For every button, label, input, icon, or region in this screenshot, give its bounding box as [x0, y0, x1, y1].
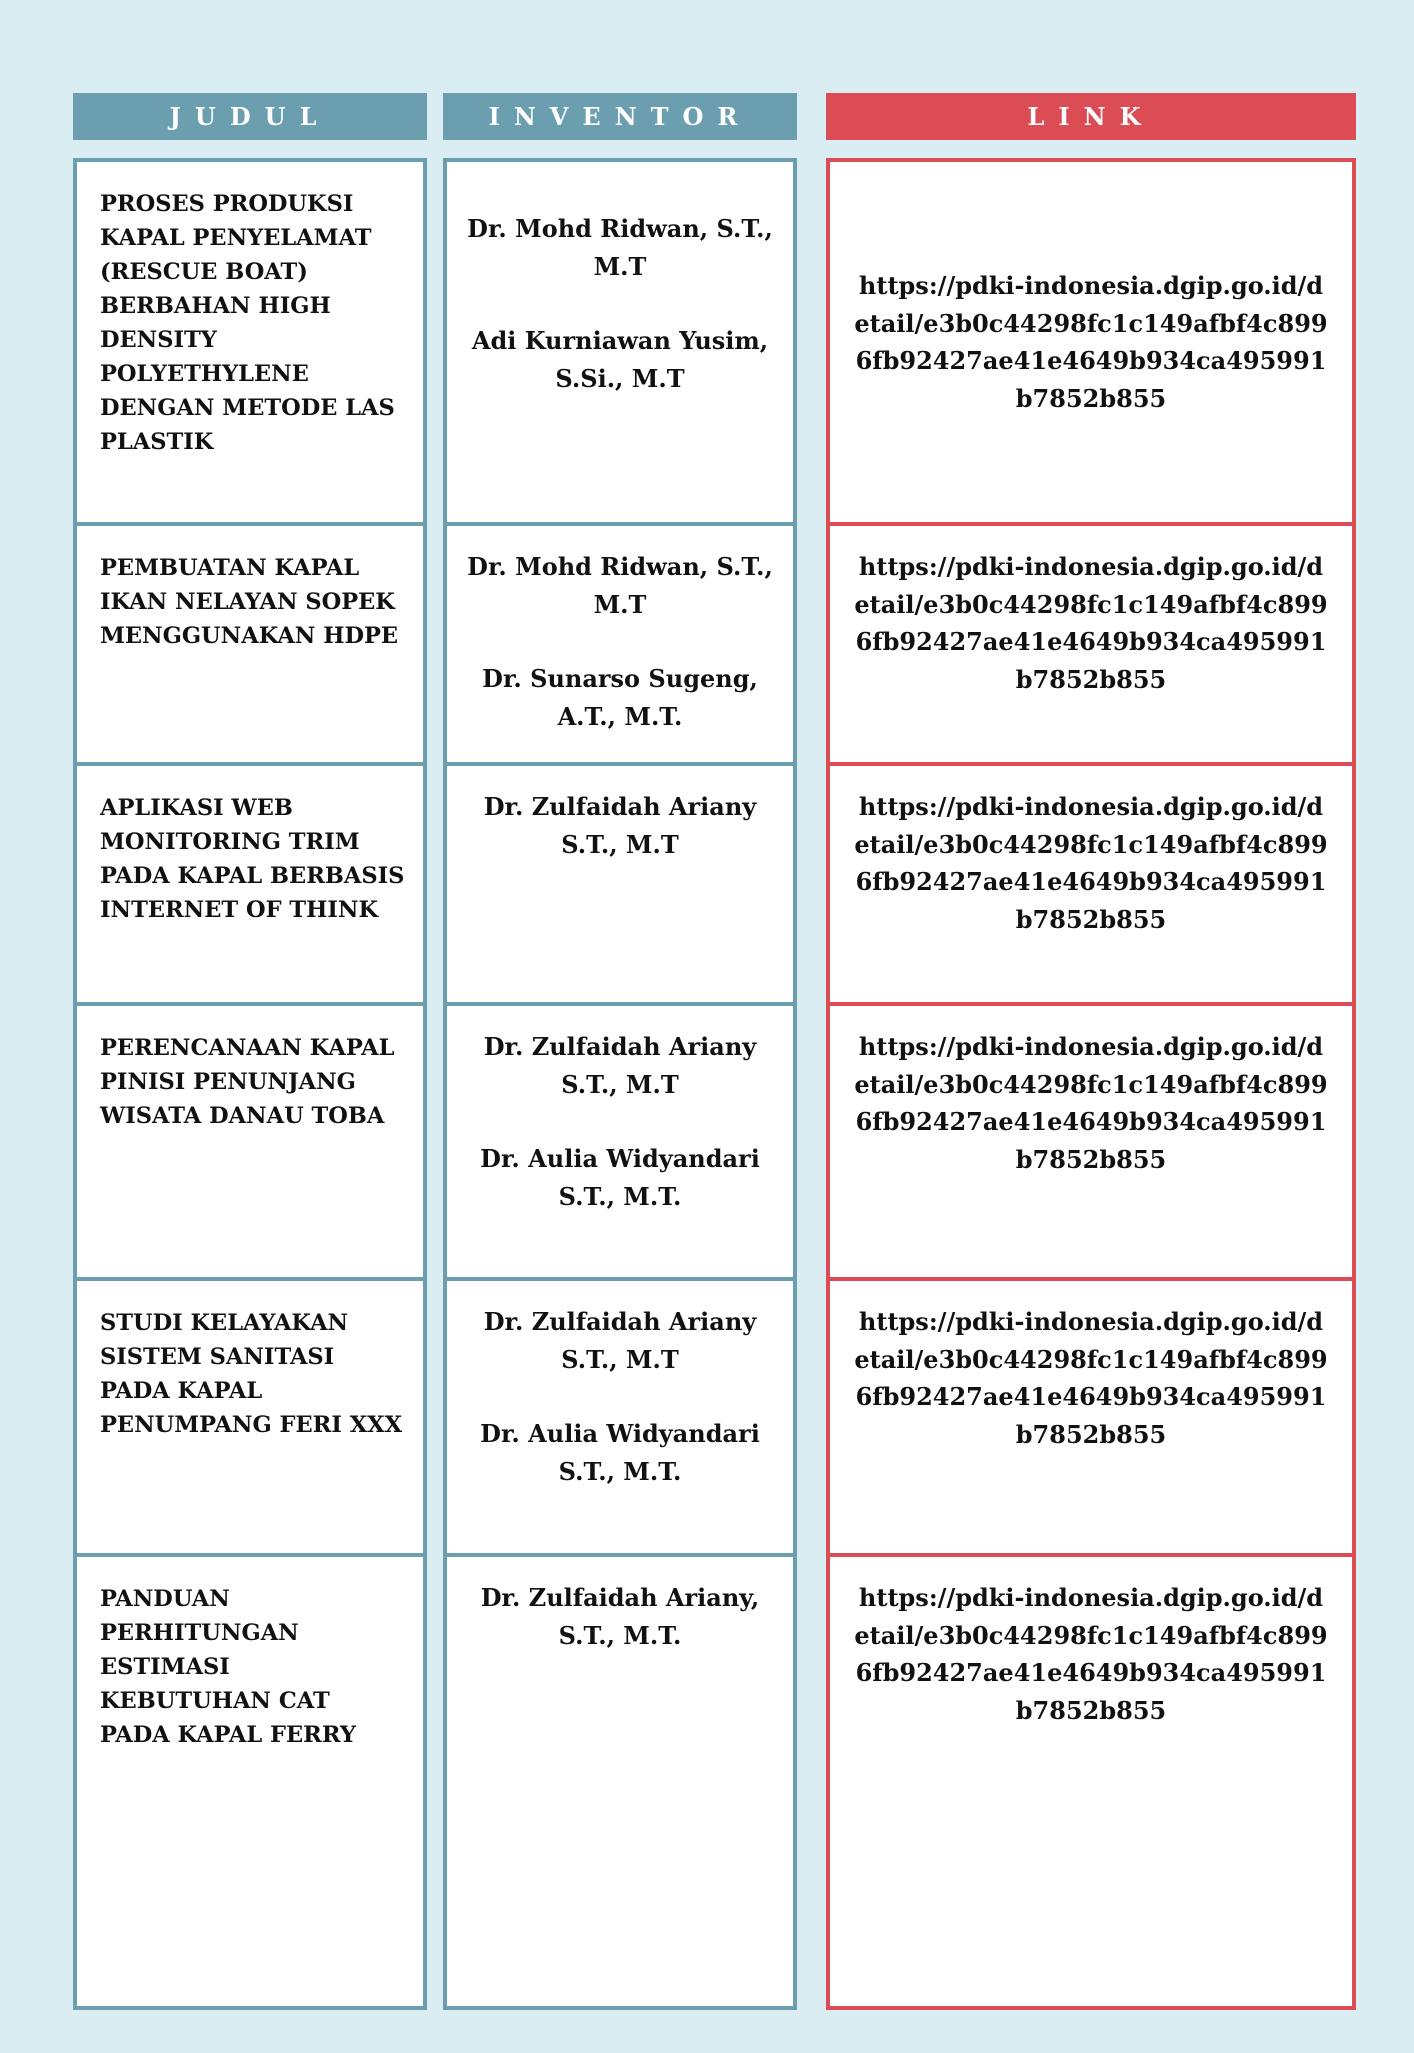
- patent-link[interactable]: https://pdki-indonesia.dgip.go.id/detail/e3b0c44298fc1c149afbf4c8996fb92427ae41e4649b934ca495991b7852b855: [830, 1002, 1352, 1277]
- inventor-name: Dr. Sunarso Sugeng, A.T., M.T.: [482, 664, 758, 731]
- patent-link[interactable]: https://pdki-indonesia.dgip.go.id/detail/e3b0c44298fc1c149afbf4c8996fb92427ae41e4649b934ca495991b7852b855: [830, 522, 1352, 762]
- header-judul: JUDUL: [73, 93, 427, 140]
- patent-link[interactable]: https://pdki-indonesia.dgip.go.id/detail/e3b0c44298fc1c149afbf4c8996fb92427ae41e4649b934ca495991b7852b855: [854, 271, 1328, 413]
- patent-link[interactable]: https://pdki-indonesia.dgip.go.id/detail/e3b0c44298fc1c149afbf4c8996fb92427ae41e4649b934ca495991b7852b855: [830, 762, 1352, 1002]
- header-link: LINK: [826, 93, 1356, 140]
- inventor-cell: [447, 522, 793, 762]
- patent-link[interactable]: https://pdki-indonesia.dgip.go.id/detail/e3b0c44298fc1c149afbf4c8996fb92427ae41e4649b934ca495991b7852b855: [830, 1553, 1352, 2053]
- judul-cell: PEMBUATAN KAPAL IKAN NELAYAN SOPEK MENGGUNAKAN HDPE: [77, 522, 423, 762]
- judul-cell: PERENCANAAN KAPAL PINISI PENUNJANG WISATA DANAU TOBA: [77, 1002, 423, 1277]
- inventor-column: [443, 158, 797, 2010]
- link-column: [826, 158, 1356, 2010]
- inventor-name: Dr. Aulia Widyandari S.T., M.T.: [480, 1419, 760, 1486]
- inventor-name: Dr. Zulfaidah Ariany S.T., M.T: [483, 1307, 757, 1374]
- judul-cell: PROSES PRODUKSI KAPAL PENYELAMAT (RESCUE BOAT) BERBAHAN HIGH DENSITY POLYETHYLENE DENGAN METODE LAS PLASTIK: [100, 191, 395, 455]
- patent-link[interactable]: https://pdki-indonesia.dgip.go.id/detail/e3b0c44298fc1c149afbf4c8996fb92427ae41e4649b934ca495991b7852b855: [830, 1277, 1352, 1553]
- judul-cell: STUDI KELAYAKAN SISTEM SANITASI PADA KAPAL PENUMPANG FERI XXX: [77, 1277, 423, 1553]
- inventor-cell: [447, 1553, 793, 2053]
- inventor-name: Adi Kurniawan Yusim, S.Si., M.T: [471, 326, 769, 393]
- judul-column: [73, 158, 427, 2010]
- inventor-cell: [447, 762, 793, 1002]
- header-inventor: INVENTOR: [443, 93, 797, 140]
- inventor-name: Dr. Aulia Widyandari S.T., M.T.: [480, 1144, 760, 1211]
- inventor-name: Dr. Mohd Ridwan, S.T., M.T: [467, 214, 773, 281]
- judul-cell: APLIKASI WEB MONITORING TRIM PADA KAPAL BERBASIS INTERNET OF THINK: [77, 762, 423, 1002]
- inventor-name: Dr. Mohd Ridwan, S.T., M.T: [467, 552, 773, 619]
- judul-cell: PANDUAN PERHITUNGAN ESTIMASI KEBUTUHAN CAT PADA KAPAL FERRY: [77, 1553, 423, 2053]
- inventor-cell: [447, 1002, 793, 1277]
- inventor-name: Dr. Zulfaidah Ariany S.T., M.T: [483, 1032, 757, 1099]
- inventor-cell: [447, 162, 793, 522]
- inventor-name: Dr. Zulfaidah Ariany S.T., M.T: [483, 792, 757, 859]
- inventor-cell: [447, 1277, 793, 1553]
- inventor-name: Dr. Zulfaidah Ariany, S.T., M.T.: [480, 1583, 760, 1650]
